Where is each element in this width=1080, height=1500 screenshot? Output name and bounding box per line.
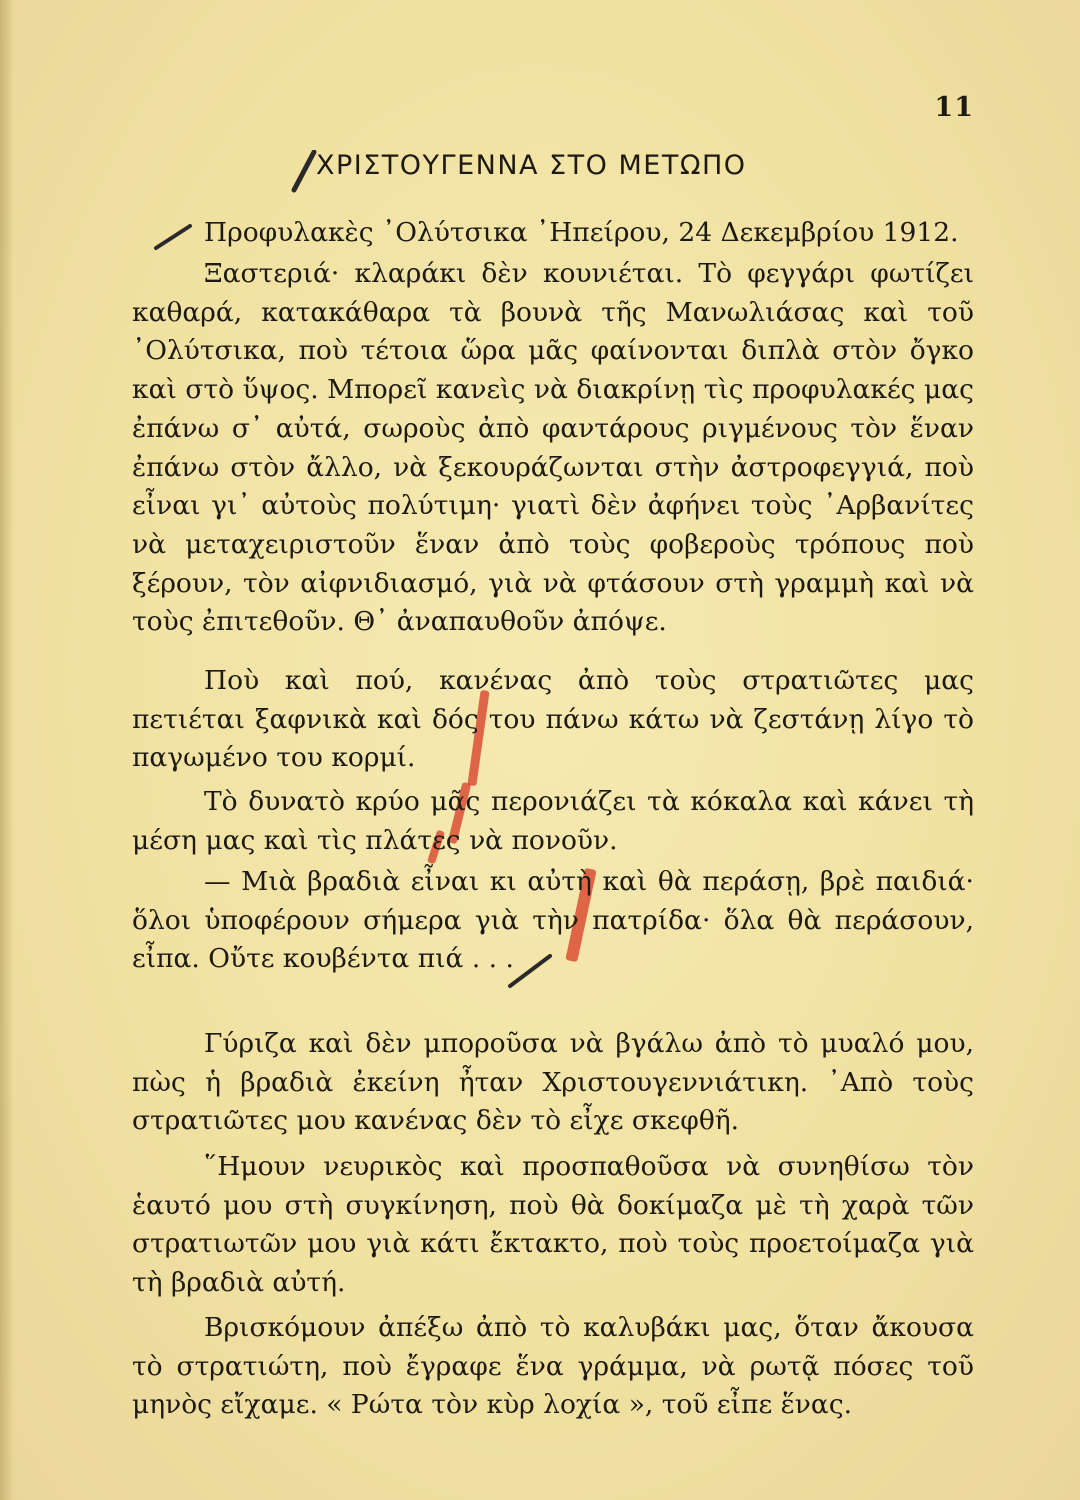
body-paragraph: Βρισκόμουν ἀπέξω ἀπὸ τὸ καλυβάκι μας, ὅταν ἄκουσα τὸ στρατιώτη, ποὺ ἔγραφε ἕνα γράμμα, νὰ ρωτᾷ πόσες τοῦ μηνὸς εἴχαμε. « Ρώτα τὸν κὺρ λοχία », τοῦ εἶπε ἕνας. (132, 1312, 974, 1421)
body-paragraph: Τὸ δυνατὸ κρύο μᾶς περονιάζει τὰ κόκαλα καὶ κάνει τὴ μέση μας καὶ τὶς πλάτες νὰ πονοῦν. (132, 786, 974, 856)
pen-mark-title (286, 150, 320, 194)
body-paragraph: Ξαστεριά· κλαράκι δὲν κουνιέται. Τὸ φεγγάρι φωτίζει καθαρά, κατακάθαρα τὰ βουνὰ τῆς Μανωλιάσας καὶ τοῦ ᾿Ολύτσικα, ποὺ τέτοια ὥρα μᾶς φαίνονται διπλὰ στὸν ὄγκο καὶ στὸ ὕψος. Μπορεῖ κανεὶς νὰ διακρίνῃ τὶς προφυλακές μας ἐπάνω σ᾿ αὐτά, σωροὺς ἀπὸ φαντάρους ριγμένους τὸν ἕναν ἐπάνω στὸν ἄλλο, νὰ ξεκουράζωνται στὴν ἀστροφεγγιά, ποὺ εἶναι γι᾿ αὐτοὺς πολύτιμη· γιατὶ δὲν ἀφήνει τοὺς ᾿Αρβανίτες νὰ μεταχειριστοῦν ἕναν ἀπὸ τοὺς φοβεροὺς τρόπους ποὺ ξέρουν, τὸν αἰφνιδιασμό, γιὰ νὰ φτάσουν στὴ γραμμὴ καὶ νὰ τοὺς ἐπιτεθοῦν. Θ᾿ ἀναπαυθοῦν ἀπόψε. (132, 258, 974, 638)
body-paragraph: Ποὺ καὶ πού, κανένας ἀπὸ τοὺς στρατιῶτες μας πετιέται ξαφνικὰ καὶ δός του πάνω κάτω νὰ ζεστάνῃ λίγο τὸ παγωμένο του κορμί. (132, 665, 974, 774)
dateline-paragraph: Προφυλακὲς ᾿Ολύτσικα ᾿Ηπείρου, 24 Δεκεμβρίου 1912. (204, 217, 959, 248)
page-number: 11 (934, 92, 974, 123)
body-paragraph: ῞Ημουν νευρικὸς καὶ προσπαθοῦσα νὰ συνηθίσω τὸν ἑαυτό μου στὴ συγκίνηση, ποὺ θὰ δοκίμαζα μὲ τὴ χαρὰ τῶν στρατιωτῶν μου γιὰ κάτι ἔκτακτο, ποὺ τοὺς προετοίμαζα γιὰ τὴ βραδιὰ αὐτή. (132, 1151, 974, 1299)
binding-edge (0, 0, 14, 1500)
body-paragraph: Γύριζα καὶ δὲν μποροῦσα νὰ βγάλω ἀπὸ τὸ μυαλό μου, πὼς ἡ βραδιὰ ἐκείνη ἦταν Χριστουγεννιάτικη. ᾿Απὸ τοὺς στρατιῶτες μου κανένας δὲν τὸ εἶχε σκεφθῆ. (132, 1028, 974, 1137)
body-paragraph: — Μιὰ βραδιὰ εἶναι κι αὐτὴ καὶ θὰ περάσῃ, βρὲ παιδιά· ὅλοι ὑποφέρουν σήμερα γιὰ τὴν πατρίδα· ὅλα θὰ περάσουν, εἶπα. Οὔτε κουβέντα πιά . . . (132, 866, 974, 975)
chapter-title: ΧΡΙΣΤΟΥΓΕΝΝΑ ΣΤΟ ΜΕΤΩΠΟ (316, 150, 747, 181)
pen-mark-dateline (150, 222, 194, 252)
